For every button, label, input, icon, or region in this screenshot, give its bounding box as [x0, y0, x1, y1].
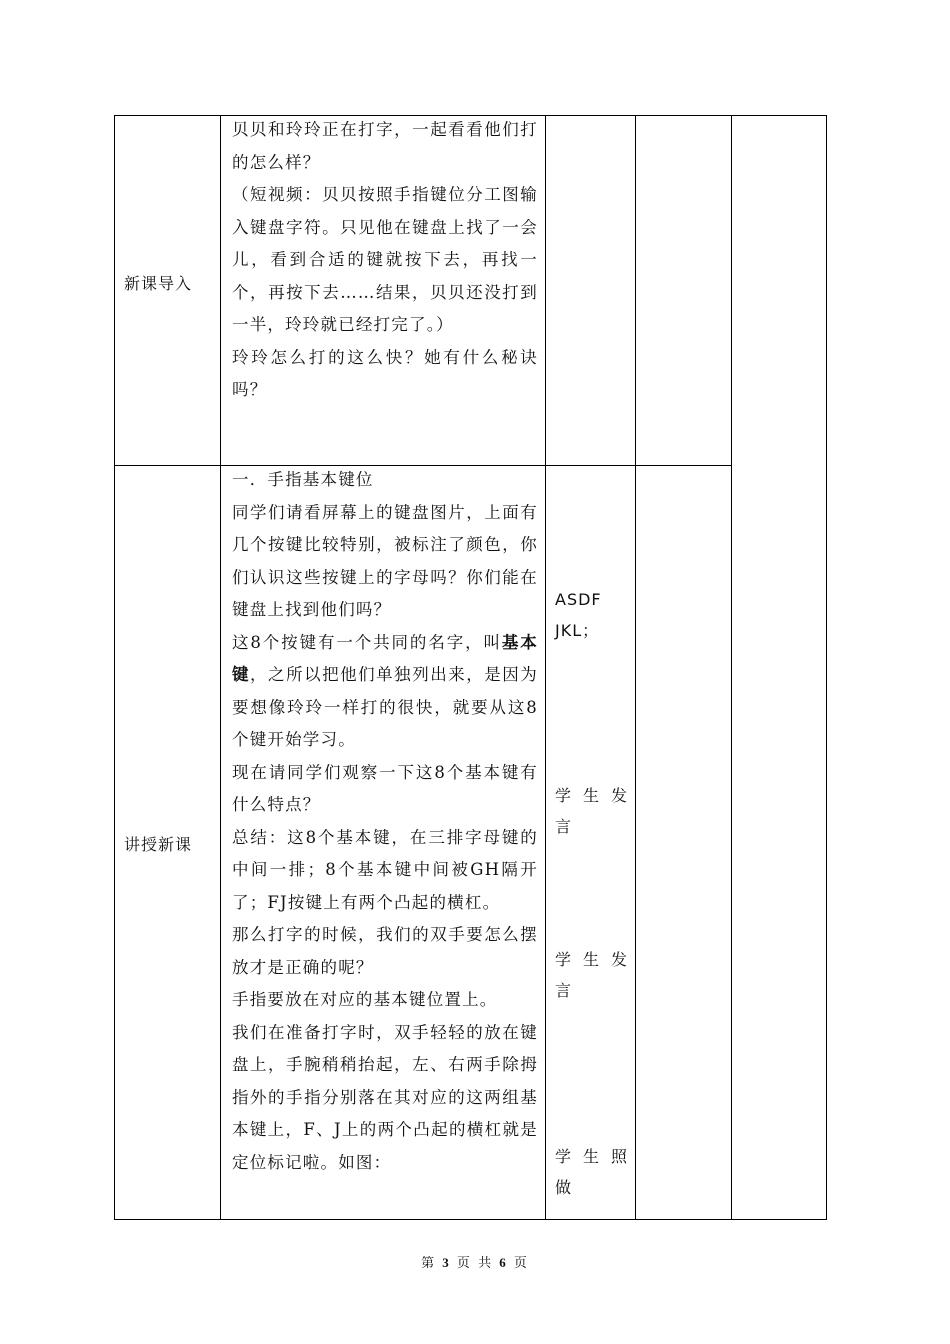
teaching-content [232, 464, 538, 1179]
teaching-paragraph: 手指要放在对应的基本键位置上。 [232, 990, 498, 1009]
bold-term: 基本键 [232, 632, 538, 684]
page-number: 3 [442, 1255, 451, 1270]
teaching-paragraph: 我们在准备打字时，双手轻轻的放在键盘上，手腕稍稍抬起，左、右两手除拇指外的手指分别落在其对应的这两组基本键上，F、J上的两个凸起的横杠就是定位标记啦。如图： [232, 1022, 538, 1172]
page-footer [0, 1252, 950, 1271]
note-line: 言 [555, 981, 573, 1000]
student-speak-note [555, 780, 639, 842]
keys-note [555, 584, 602, 646]
teaching-paragraph [232, 627, 538, 757]
student-speak-note [555, 944, 639, 1006]
col-divider-2 [545, 115, 546, 1220]
col-divider-3 [635, 115, 636, 1220]
teaching-paragraph: 同学们请看屏幕上的键盘图片，上面有几个按键比较特别，被标注了颜色，你们认识这些按键上的字母吗？你们能在键盘上找到他们吗？ [232, 502, 538, 619]
keys-line: ASDF [555, 590, 602, 609]
note-line: 言 [555, 817, 573, 836]
intro-paragraph: 贝贝和玲玲正在打字，一起看看他们打的怎么样？ [232, 120, 538, 172]
col-divider-4 [731, 115, 732, 1220]
text-span: 这8个按键有一个共同的名字，叫 [232, 632, 502, 652]
total-pages: 6 [499, 1255, 508, 1270]
text-span: ，之所以把他们单独列出来，是因为要想像玲玲一样打的很快，就要从这8个键开始学习。 [232, 665, 539, 749]
intro-paragraph: （短视频：贝贝按照手指键位分工图输入键盘字符。只见他在键盘上找了一会儿，看到合适的键就按下去，再找一个，再按下去……结果，贝贝还没打到一半，玲玲就已经打完了。） [232, 185, 538, 334]
table-right-border [826, 115, 827, 1220]
note-line: 做 [555, 1178, 573, 1197]
teaching-paragraph: 总结：这8个基本键，在三排字母键的中间一排；8个基本键中间被GH隔开了；FJ按键上有两个凸起的横杠。 [232, 827, 538, 912]
note-line: 学生发 [555, 786, 640, 805]
intro-content [232, 114, 538, 407]
footer-text: 第 [421, 1256, 437, 1271]
stage-label-teaching: 讲授新课 [124, 835, 193, 854]
col-divider-1 [220, 115, 221, 1220]
footer-text: 页 [456, 1256, 472, 1271]
note-line: 学生照 [555, 1147, 640, 1166]
student-follow-note [555, 1141, 639, 1203]
keys-line: JKL； [555, 621, 600, 640]
footer-text: 共 [478, 1256, 494, 1271]
note-line: 学生发 [555, 950, 640, 969]
stage-label-intro: 新课导入 [124, 274, 193, 293]
section-heading: 一．手指基本键位 [232, 470, 374, 489]
table-left-border [114, 115, 115, 1220]
teaching-paragraph: 那么打字的时候，我们的双手要怎么摆放才是正确的呢？ [232, 925, 538, 977]
teaching-paragraph: 现在请同学们观察一下这8个基本键有什么特点？ [232, 762, 538, 814]
intro-paragraph: 玲玲怎么打的这么快？她有什么秘诀吗？ [232, 347, 538, 399]
footer-text: 页 [513, 1256, 529, 1271]
